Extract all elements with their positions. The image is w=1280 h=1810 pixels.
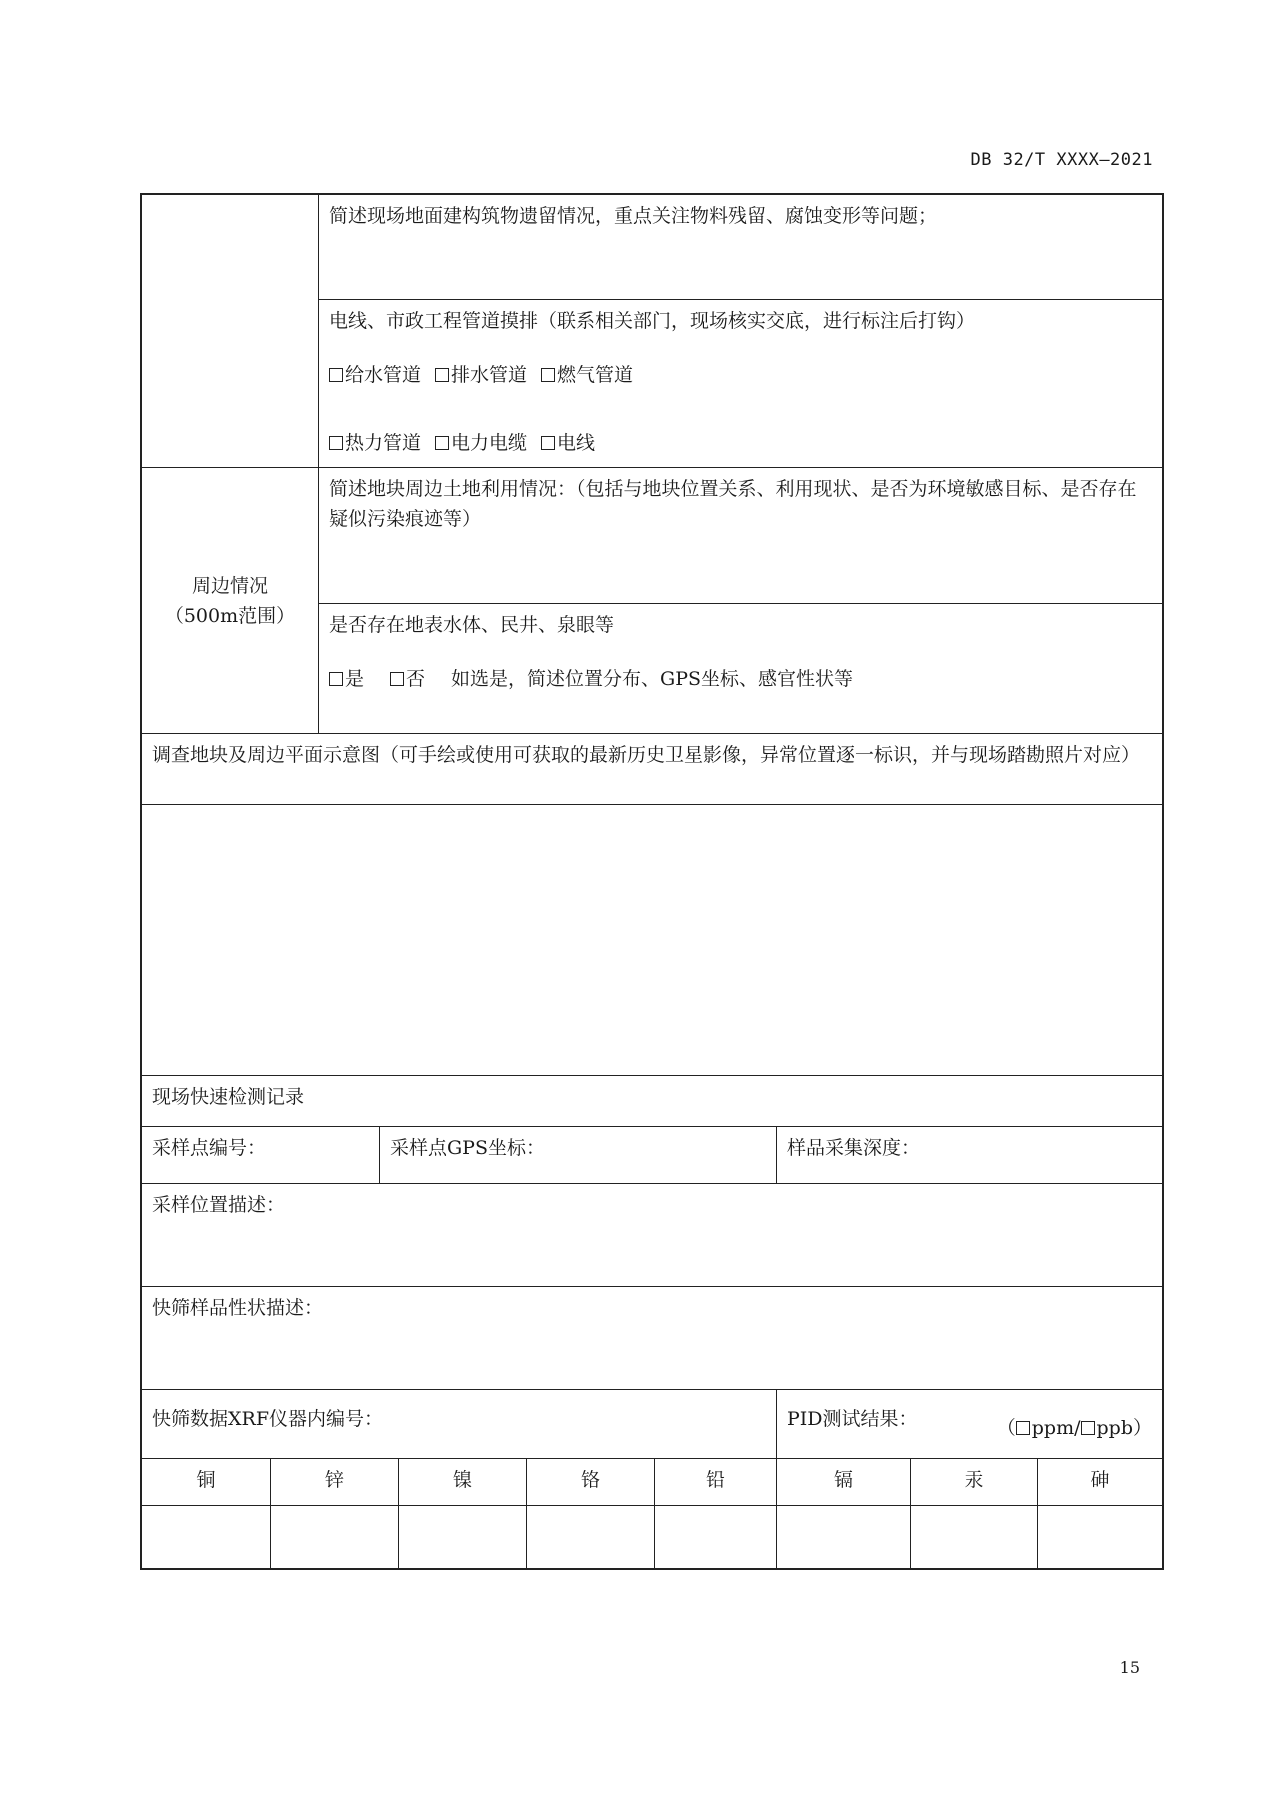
checkbox-label: 电力电缆 [451, 432, 528, 454]
map-title-cell [142, 734, 1162, 804]
sample-info-row [142, 1126, 1162, 1183]
checkbox-icon [541, 368, 555, 382]
water-note: 如选是，简述位置分布、GPS坐标、感官性状等 [451, 668, 854, 690]
site-left-label [142, 195, 318, 467]
checkbox-power-cable[interactable] [435, 428, 527, 458]
water-options [329, 664, 1152, 694]
sample-gps-label: 采样点GPS坐标： [390, 1137, 545, 1159]
building-desc-cell[interactable] [319, 195, 1162, 299]
metals-value-row [142, 1505, 1162, 1568]
sample-depth-label: 样品采集深度： [787, 1137, 921, 1159]
checkbox-label: 排水管道 [451, 364, 528, 386]
metal-header-lead: 铅 [654, 1459, 776, 1505]
pipeline-row-1 [329, 360, 1152, 390]
checkbox-icon [390, 672, 404, 686]
pid-result-field[interactable] [776, 1390, 1162, 1458]
pipeline-cell [319, 299, 1162, 467]
sample-id-label: 采样点编号： [152, 1137, 267, 1159]
water-title: 是否存在地表水体、民井、泉眼等 [329, 614, 615, 636]
metal-value-zinc[interactable] [270, 1506, 398, 1568]
surroundings-label-line2: （500m范围） [164, 604, 296, 627]
checkbox-gas[interactable] [541, 360, 633, 390]
metal-value-cadmium[interactable] [776, 1506, 910, 1568]
sample-property-label: 快筛样品性状描述： [152, 1297, 324, 1319]
surroundings-label-line1: 周边情况 [191, 574, 268, 597]
land-use-text: 简述地块周边土地利用情况：（包括与地块位置关系、利用现状、是否为环境敏感目标、是否存在疑似污染痕迹等） [329, 478, 1137, 530]
sample-location-label: 采样位置描述： [152, 1194, 286, 1216]
document-code: DB 32/T XXXX—2021 [970, 150, 1153, 170]
checkbox-label: 燃气管道 [557, 364, 634, 386]
checkbox-label: 否 [406, 668, 426, 690]
checkbox-label: 电线 [557, 432, 596, 454]
surroundings-row [142, 467, 1162, 733]
pid-unit-open: （ [996, 1417, 1016, 1439]
pid-result-label: PID测试结果： [787, 1408, 918, 1430]
metal-value-arsenic[interactable] [1037, 1506, 1162, 1568]
checkbox-label: 是 [345, 668, 365, 690]
checkbox-icon [329, 672, 343, 686]
checkbox-icon [435, 368, 449, 382]
checkbox-icon [541, 436, 555, 450]
checkbox-ppm[interactable] [1016, 1413, 1081, 1443]
metal-header-zinc: 锌 [270, 1459, 398, 1505]
sample-property-row [142, 1286, 1162, 1389]
metal-header-mercury: 汞 [910, 1459, 1037, 1505]
metal-value-copper[interactable] [142, 1506, 270, 1568]
checkbox-drainage[interactable] [435, 360, 527, 390]
map-drawing-area[interactable] [142, 805, 1162, 1075]
checkbox-icon [329, 436, 343, 450]
xrf-id-label: 快筛数据XRF仪器内编号： [152, 1408, 384, 1430]
site-right [318, 195, 1162, 467]
building-desc-text: 简述现场地面建构筑物遗留情况，重点关注物料残留、腐蚀变形等问题； [329, 205, 938, 227]
sample-location-row [142, 1183, 1162, 1286]
map-title: 调查地块及周边平面示意图（可手绘或使用可获取的最新历史卫星影像，异常位置逐一标识，并与现场踏勘照片对应） [152, 744, 1141, 766]
checkbox-label: ppm/ [1031, 1417, 1081, 1439]
checkbox-water-supply[interactable] [329, 360, 421, 390]
checkbox-icon [329, 368, 343, 382]
sample-location-field[interactable] [142, 1184, 1162, 1286]
metal-value-lead[interactable] [654, 1506, 776, 1568]
water-cell [319, 603, 1162, 733]
checkbox-no[interactable] [390, 664, 425, 694]
checkbox-wire[interactable] [541, 428, 595, 458]
checkbox-ppb[interactable] [1081, 1413, 1153, 1443]
checkbox-icon [1081, 1421, 1095, 1435]
xrf-pid-row [142, 1389, 1162, 1458]
sample-gps-field[interactable] [379, 1127, 776, 1183]
checkbox-label: 热力管道 [345, 432, 422, 454]
metal-header-nickel: 镍 [398, 1459, 526, 1505]
metal-header-arsenic: 砷 [1037, 1459, 1162, 1505]
checkbox-label: 给水管道 [345, 364, 422, 386]
checkbox-icon [1016, 1421, 1030, 1435]
metal-value-mercury[interactable] [910, 1506, 1037, 1568]
site-row [142, 195, 1162, 467]
sample-depth-field[interactable] [776, 1127, 1162, 1183]
metals-header-row [142, 1458, 1162, 1505]
checkbox-heat[interactable] [329, 428, 421, 458]
metal-header-copper: 铜 [196, 1469, 216, 1491]
metal-value-nickel[interactable] [398, 1506, 526, 1568]
metal-header-chromium: 铬 [526, 1459, 654, 1505]
page-number: 15 [1119, 1658, 1140, 1677]
land-use-cell[interactable] [319, 468, 1162, 603]
map-title-row [142, 733, 1162, 804]
pipeline-row-2 [329, 428, 1152, 458]
detection-title: 现场快速检测记录 [152, 1086, 305, 1108]
surroundings-label [142, 468, 318, 733]
pipeline-title: 电线、市政工程管道摸排（联系相关部门，现场核实交底，进行标注后打钩） [329, 310, 976, 332]
sample-id-field[interactable] [142, 1127, 379, 1183]
sample-property-field[interactable] [142, 1287, 1162, 1389]
checkbox-label: ppb） [1096, 1417, 1152, 1439]
detection-title-cell [142, 1076, 1162, 1126]
metal-header-cadmium: 镉 [776, 1459, 910, 1505]
surroundings-right [318, 468, 1162, 733]
metal-value-chromium[interactable] [526, 1506, 654, 1568]
checkbox-icon [435, 436, 449, 450]
survey-form [140, 193, 1164, 1570]
pid-unit-options [997, 1404, 1152, 1452]
detection-title-row [142, 1075, 1162, 1126]
map-area-row [142, 804, 1162, 1075]
checkbox-yes[interactable] [329, 664, 364, 694]
xrf-id-field[interactable] [142, 1390, 776, 1458]
